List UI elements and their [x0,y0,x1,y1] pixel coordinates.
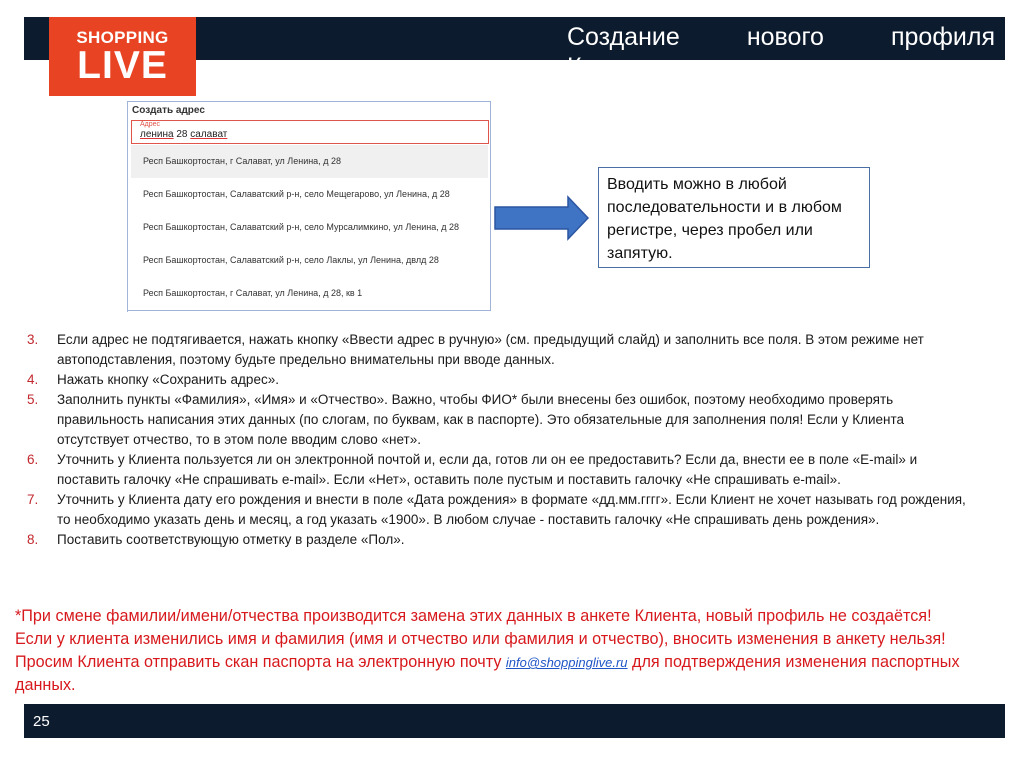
address-form-screenshot [127,101,491,311]
list-item [27,490,977,530]
warning-line: Просим Клиента отправить скан паспорта на электронную почту info@shoppinglive.ru для подтверждения изменения паспортных данных. [15,653,960,694]
suggestion-item[interactable]: Респ Башкортостан, г Салават, ул Ленина, д 28, кв 1 [143,288,363,298]
list-item-number: 5. [27,392,39,407]
list-item [27,450,977,490]
list-item-text: Уточнить у Клиента дату его рождения и внести в поле «Дата рождения» в формате «дд.мм.гггг». Если Клиент не хочет называть год рождения, то необходимо указать день и месяц, а год указать «1900». В любом случае - поставить галочку «Не спрашивать день рождения». [57,492,966,527]
warning-note [15,605,1020,697]
warning-line: *При смене фамилии/имени/отчества производится замена этих данных в анкете Клиента, новый профиль не создаётся! [15,607,932,625]
title-word: Создание [567,23,680,51]
title-word: профиля [890,23,995,51]
footer-bar [24,704,1005,738]
list-item-text: Заполнить пункты «Фамилия», «Имя» и «Отчество». Важно, чтобы ФИО* были внесены без ошибок, поэтому необходимо проверять правильность написания этих данных (по слогам, по буквам, как в паспорте). Это обязательные для заполнения поля! Если у Клиента отсутствует отчество, то в этом поле вводим слово «нет». [57,392,905,447]
list-item [27,530,977,550]
logo-line-1: SHOPPING [76,28,169,47]
list-item [27,370,977,390]
list-item-text: Если адрес не подтягивается, нажать кнопку «Ввести адрес в ручную» (см. предыдущий слайд) и заполнить все поля. В этом режиме нет автоподставления, поэтому будьте предельно внимательны при вводе данных. [57,332,924,367]
list-item-number: 8. [27,532,39,547]
list-item-text: Поставить соответствующую отметку в разделе «Пол». [57,532,405,547]
warning-line: Если у клиента изменились имя и фамилия (имя и отчество или фамилия и отчество), вносить изменения в анкету нельзя! [15,630,946,648]
screenshot-edge [127,300,188,312]
form-title: Создать адрес [132,105,205,116]
instruction-list [27,330,977,550]
suggestion-item[interactable]: Респ Башкортостан, г Салават, ул Ленина, д 28 [131,145,488,178]
list-item-number: 7. [27,492,39,507]
title-word-overflow: Клиента [567,53,663,81]
list-item [27,390,977,450]
shopping-live-logo [49,17,196,96]
list-item [27,330,977,370]
slide-title [567,22,995,81]
note-box: Вводить можно в любой последовательности и в любом регистре, через пробел или запятую. [598,167,870,268]
suggestion-item[interactable]: Респ Башкортостан, Салаватский р-н, село Лаклы, ул Ленина, двлд 28 [143,255,439,265]
list-item-text: Нажать кнопку «Сохранить адрес». [57,372,279,387]
email-link[interactable]: info@shoppinglive.ru [505,655,628,670]
logo-line-2: LIVE [77,44,168,87]
suggestion-item[interactable]: Респ Башкортостан, Салаватский р-н, село Мещегарово, ул Ленина, д 28 [143,189,450,199]
list-item-number: 6. [27,452,39,467]
suggestion-item[interactable]: Респ Башкортостан, Салаватский р-н, село Мурсалимкино, ул Ленина, д 28 [143,222,460,232]
list-item-number: 4. [27,372,39,387]
page-number: 25 [33,713,50,730]
address-input-value: ленина 28 салават [140,129,228,140]
list-item-text: Уточнить у Клиента пользуется ли он электронной почтой и, если да, готов ли он ее предоставить? Если да, внести ее в поле «E-mail» и поставить галочку «Не спрашивать e-mail». Если «Нет», оставить поле пустым и поставить галочку «Не спрашивать e-mail». [57,452,918,487]
title-word: нового [746,23,824,51]
list-item-number: 3. [27,332,39,347]
address-input[interactable] [131,120,489,144]
address-input-label: Адрес [140,121,161,128]
address-suggestions [131,145,488,310]
right-arrow-icon [494,196,590,240]
